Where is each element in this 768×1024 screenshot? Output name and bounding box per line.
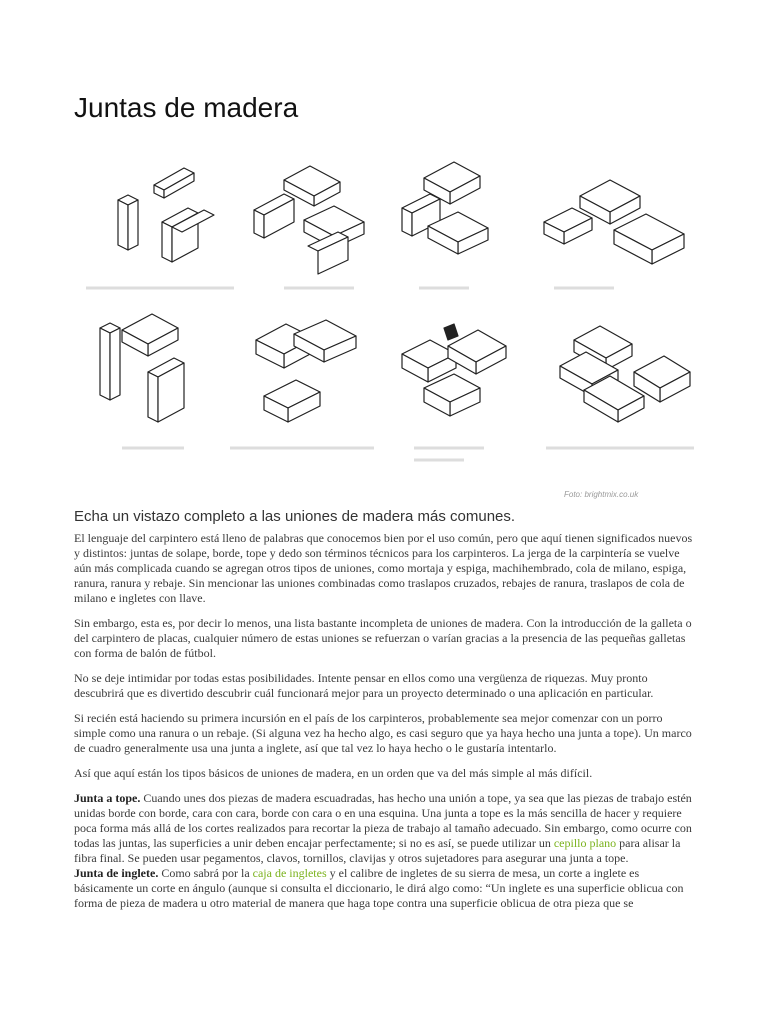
joint-drawing-1 [86,168,234,288]
paragraph: Si recién está haciendo su primera incursión en el país de los carpinteros, probablemente sea mejor comenzar con un porro simple como una ranura o un rebaje. (Si alguna vez ha hecho algo, es casi seguro que ya haya hecho una junta a tope). Un marco de cuadro generalmente usa una junta a inglete, así que tal vez lo haya hecho o le gustaría intentarlo. [74,711,692,755]
joint-drawing-8 [546,326,694,448]
article-body [74,531,694,911]
section-butt-joint [74,791,694,866]
section-text: para alisar la fibra final. Se pueden usar pegamentos, clavos, tornillos, clavijas y otros sujetadores para asegurar una junta a tope. [74,836,681,865]
section-heading: Junta de inglete. [74,866,159,880]
paragraph: Así que aquí están los tipos básicos de uniones de madera, en un orden que va del más simple al más difícil. [74,766,593,780]
joint-drawing-6 [230,320,374,448]
joint-drawing-2 [254,166,364,288]
section-miter-joint [74,866,694,911]
section-text: Cuando unes dos piezas de madera escuadradas, has hecho una unión a tope, ya sea que las piezas de trabajo estén unidas borde con borde, cara con cara, borde con cara o en una esquina. Una junta a tope es la más sencilla de hacer y requiere poca forma más allá de los cortes realizados para recortar la pieza de trabajo al tamaño adecuado. Sin embargo, como ocurre con todas las juntas, las superficies a unir deben encajar perfectamente; si no es así, se puede utilizar un [74,791,692,850]
photo-credit: Foto: brightmix.co.uk [564,490,639,499]
paragraph: Sin embargo, esta es, por decir lo menos, una lista bastante incompleta de uniones de madera. Con la introducción de la galleta o del carpintero de placas, cualquier número de estas uniones se refuerzan o varían gracias a la presencia de las pequeñas galletas con forma de balón de fútbol. [74,616,692,660]
joint-drawing-5 [100,314,184,448]
section-heading: Junta a tope. [74,791,141,805]
cepillo-plano-link[interactable]: cepillo plano [553,836,617,850]
section-text: Como sabrá por la [158,866,253,880]
joint-drawing-7 [402,324,506,460]
article-subtitle: Echa un vistazo completo a las uniones de madera más comunes. [74,508,516,525]
paragraph: No se deje intimidar por todas estas posibilidades. Intente pensar en ellos como una vergüenza de riquezas. Muy pronto descubrirá que es divertido descubrir cuál funcionará mejor para un proyecto determinado o una aplicación en particular. [74,671,654,700]
section-text: y el calibre de ingletes de su sierra de mesa, un corte a inglete es básicamente un corte en ángulo (aunque si consulta el diccionario, le dirá algo como: “Un inglete es una superficie oblicua con forma de pieza de madera u otro material de manera que haga tope contra una superficie oblicua de otra pieza que se [74,866,684,910]
joint-drawing-4 [544,180,684,288]
joint-drawing-3 [402,162,488,288]
wood-joints-illustration [84,150,704,510]
page-title: Juntas de madera [74,92,299,123]
paragraph: El lenguaje del carpintero está lleno de palabras que conocemos bien por el uso común, pero que aquí tienen significados nuevos y distintos: juntas de solape, borde, tope y dedo son términos técnicos para los carpinteros. La jerga de la carpintería se vuelve aún más complicada cuando se agregan otros tipos de uniones, como mortaja y espiga, machihembrado, cola de milano, espiga, ranura, ranura y rebaje. Sin mencionar las uniones combinadas como traslapos cruzados, rebajes de ranura, traslapos de cola de milano e ingletes con llave. [74,531,693,605]
caja-de-ingletes-link[interactable]: caja de ingletes [252,866,327,880]
